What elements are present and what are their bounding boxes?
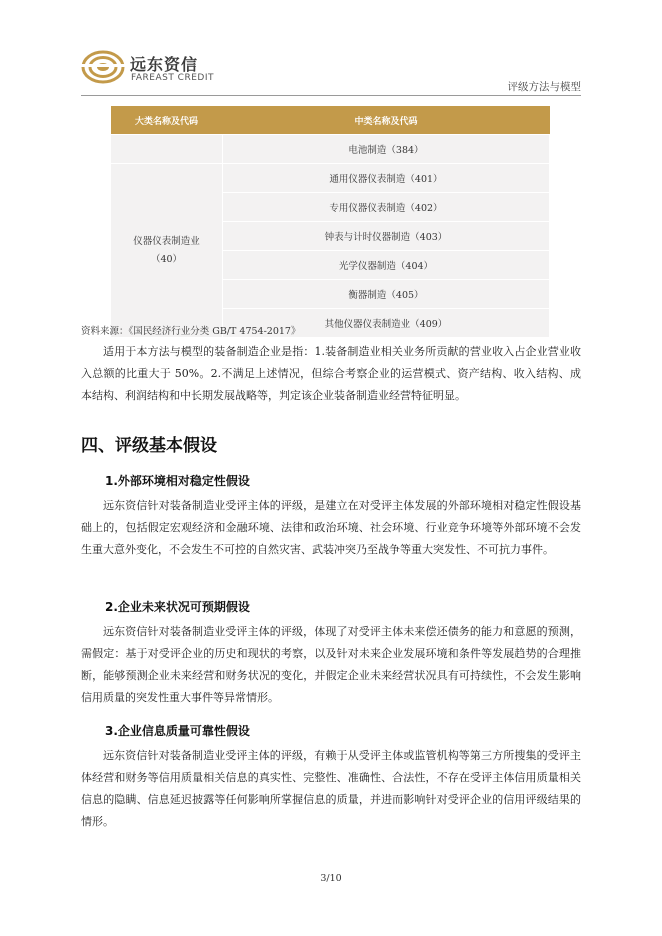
subsection-body-2: 远东资信针对装备制造业受评主体的评级，体现了对受评主体未来偿还债务的能力和意愿的预测，需假定：基于对受评企业的历史和现状的考察，以及针对未来企业发展环境和条件等发展趋势的合理推断，能够预测企业未来经营和财务状况的变化，并假定企业未来经营状况具有可持续性，不会发生影响信用质量的突发性重大事件等异常情形。 [81, 625, 581, 704]
header-section-title: 评级方法与模型 [507, 81, 581, 93]
table-cell: 钟表与计时仪器制造（403） [223, 222, 550, 251]
table-header-medium-category: 中类名称及代码 [223, 106, 550, 135]
subsection-heading-2: 2.企业未来状况可预期假设 [105, 600, 250, 614]
intro-paragraph: 适用于本方法与模型的装备制造企业是指：1.装备制造业相关业务所贡献的营业收入占企业营业收入总额的比重大于 50%。2.不满足上述情况，但综合考察企业的运营模式、资产结构、收入结构、成本结构、利润结构和中长期发展战略等，判定该企业装备制造业经营特征明显。 [81, 345, 581, 402]
table-cell: 其他仪器仪表制造业（409） [223, 309, 550, 338]
table-group-label [111, 164, 223, 338]
subsection-heading-1: 1.外部环境相对稳定性假设 [105, 474, 250, 488]
table-cell: 光学仪器制造（404） [223, 251, 550, 280]
group-label-name: 仪器仪表制造业 [133, 235, 200, 247]
table-row [111, 164, 550, 193]
page-number: 3/10 [320, 873, 342, 884]
table-header-major-category: 大类名称及代码 [111, 106, 223, 135]
industry-classification-table [110, 106, 550, 338]
subsection-body-3: 远东资信针对装备制造业受评主体的评级，有赖于从受评主体或监管机构等第三方所搜集的受评主体经营和财务等信用质量相关信息的真实性、完整性、准确性、合法性，不存在受评主体信用质量相关信息的隐瞒、信息延迟披露等任何影响所掌握信息的质量，并进而影响针对受评企业的信用评级结果的情形。 [81, 749, 581, 828]
table-source-note: 资料来源：《国民经济行业分类 GB/T 4754-2017》 [81, 326, 301, 337]
group-label-code: （40） [150, 253, 183, 265]
header-divider [81, 95, 581, 96]
table-cell: 衡器制造（405） [223, 280, 550, 309]
table-cell: 电池制造（384） [223, 135, 550, 164]
subsection-heading-3: 3.企业信息质量可靠性假设 [105, 724, 250, 738]
brand-name-en: FAREAST CREDIT [131, 73, 214, 83]
table-cell: 通用仪器仪表制造（401） [223, 164, 550, 193]
table-row [111, 135, 550, 164]
brand-name-cn: 远东资信 [130, 55, 199, 74]
table-cell-empty [111, 135, 223, 164]
fareast-credit-logo-icon [81, 49, 125, 85]
table-cell: 专用仪器仪表制造（402） [223, 193, 550, 222]
section-heading: 四、评级基本假设 [81, 436, 217, 456]
table-header-row [111, 106, 550, 135]
subsection-body-1: 远东资信针对装备制造业受评主体的评级，是建立在对受评主体发展的外部环境相对稳定性假设基础上的，包括假定宏观经济和金融环境、法律和政治环境、社会环境、行业竞争环境等外部环境不会发生重大意外变化，不会发生不可控的自然灾害、武装冲突乃至战争等重大突发性、不可抗力事件。 [81, 499, 581, 556]
